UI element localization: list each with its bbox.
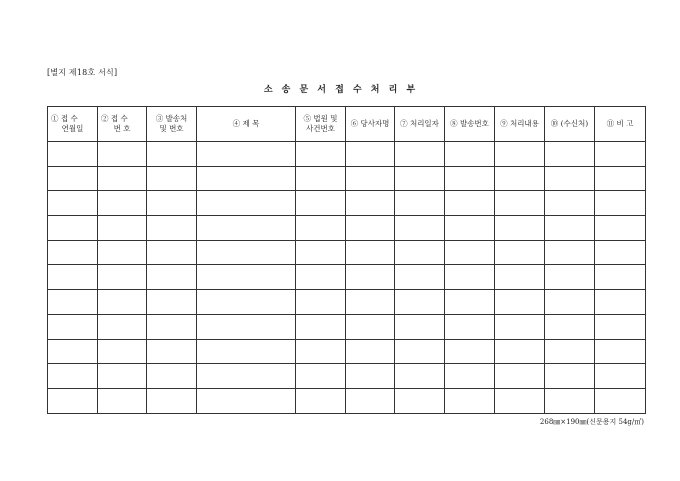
table-cell[interactable] <box>147 166 197 191</box>
table-cell[interactable] <box>495 339 545 364</box>
table-cell[interactable] <box>445 339 495 364</box>
table-cell[interactable] <box>545 314 595 339</box>
table-cell[interactable] <box>595 290 646 315</box>
table-cell[interactable] <box>545 339 595 364</box>
table-cell[interactable] <box>595 364 646 389</box>
table-cell[interactable] <box>98 216 147 241</box>
table-cell[interactable] <box>346 388 395 413</box>
table-cell[interactable] <box>296 314 346 339</box>
table-cell[interactable] <box>495 216 545 241</box>
table-cell[interactable] <box>197 142 296 167</box>
table-cell[interactable] <box>495 364 545 389</box>
table-cell[interactable] <box>147 388 197 413</box>
table-cell[interactable] <box>595 314 646 339</box>
table-cell[interactable] <box>48 216 98 241</box>
table-cell[interactable] <box>296 240 346 265</box>
table-cell[interactable] <box>445 388 495 413</box>
header-processing-details: ⑨ 처리내용 <box>495 107 545 142</box>
table-cell[interactable] <box>98 364 147 389</box>
table-cell[interactable] <box>147 314 197 339</box>
table-row <box>48 191 646 216</box>
table-cell[interactable] <box>48 364 98 389</box>
table-cell[interactable] <box>98 339 147 364</box>
table-cell[interactable] <box>395 314 445 339</box>
table-row <box>48 388 646 413</box>
table-cell[interactable] <box>495 191 545 216</box>
table-cell[interactable] <box>595 191 646 216</box>
header-received-number: ② 접 수 번 호 <box>98 107 147 142</box>
table-cell[interactable] <box>296 364 346 389</box>
table-cell[interactable] <box>445 142 495 167</box>
table-row <box>48 314 646 339</box>
table-cell[interactable] <box>98 314 147 339</box>
table-cell[interactable] <box>445 265 495 290</box>
table-cell[interactable] <box>395 265 445 290</box>
table-row <box>48 166 646 191</box>
table-cell[interactable] <box>98 265 147 290</box>
table-cell[interactable] <box>147 191 197 216</box>
table-cell[interactable] <box>395 216 445 241</box>
table-cell[interactable] <box>545 191 595 216</box>
table-cell[interactable] <box>545 142 595 167</box>
table-cell[interactable] <box>98 240 147 265</box>
header-sender-and-number: ③ 발송처 및 번호 <box>147 107 197 142</box>
table-row <box>48 240 646 265</box>
table-cell[interactable] <box>147 339 197 364</box>
header-dispatch-number: ⑧ 발송번호 <box>445 107 495 142</box>
table-cell[interactable] <box>545 166 595 191</box>
table-cell[interactable] <box>346 314 395 339</box>
table-cell[interactable] <box>595 388 646 413</box>
table-cell[interactable] <box>395 388 445 413</box>
table-cell[interactable] <box>595 142 646 167</box>
header-subject: ④ 제 목 <box>197 107 296 142</box>
table-cell[interactable] <box>48 290 98 315</box>
table-cell[interactable] <box>445 240 495 265</box>
table-cell[interactable] <box>445 191 495 216</box>
table-cell[interactable] <box>545 240 595 265</box>
table-cell[interactable] <box>595 265 646 290</box>
table-cell[interactable] <box>296 216 346 241</box>
table-cell[interactable] <box>595 339 646 364</box>
table-cell[interactable] <box>197 191 296 216</box>
table-cell[interactable] <box>495 314 545 339</box>
table-cell[interactable] <box>48 314 98 339</box>
table-cell[interactable] <box>296 166 346 191</box>
table-cell[interactable] <box>346 142 395 167</box>
table-cell[interactable] <box>346 166 395 191</box>
table-cell[interactable] <box>346 265 395 290</box>
table-cell[interactable] <box>595 216 646 241</box>
table-cell[interactable] <box>395 142 445 167</box>
paper-spec-note: 268㎜×190㎜(신문용지 54g/㎡) <box>539 418 644 426</box>
header-recipient: ⑩ (수신처) <box>545 107 595 142</box>
header-remarks: ⑪ 비 고 <box>595 107 646 142</box>
table-cell[interactable] <box>595 240 646 265</box>
register-table <box>47 106 646 414</box>
form-number-label: [별지 제18호 서식] <box>47 68 118 77</box>
table-cell[interactable] <box>48 339 98 364</box>
header-party-name: ⑥ 당사자명 <box>346 107 395 142</box>
table-cell[interactable] <box>346 191 395 216</box>
table-cell[interactable] <box>445 216 495 241</box>
table-cell[interactable] <box>395 166 445 191</box>
table-cell[interactable] <box>445 290 495 315</box>
table-cell[interactable] <box>197 388 296 413</box>
table-cell[interactable] <box>48 388 98 413</box>
table-cell[interactable] <box>545 290 595 315</box>
table-cell[interactable] <box>296 191 346 216</box>
table-cell[interactable] <box>296 290 346 315</box>
table-row <box>48 216 646 241</box>
table-cell[interactable] <box>197 364 296 389</box>
table-cell[interactable] <box>296 265 346 290</box>
table-cell[interactable] <box>495 142 545 167</box>
table-cell[interactable] <box>395 364 445 389</box>
table-row <box>48 290 646 315</box>
table-row <box>48 265 646 290</box>
table-row <box>48 142 646 167</box>
table-cell[interactable] <box>197 265 296 290</box>
table-cell[interactable] <box>147 142 197 167</box>
table-cell[interactable] <box>48 166 98 191</box>
table-cell[interactable] <box>495 290 545 315</box>
table-cell[interactable] <box>197 290 296 315</box>
table-cell[interactable] <box>445 364 495 389</box>
table-cell[interactable] <box>545 388 595 413</box>
table-cell[interactable] <box>197 314 296 339</box>
table-row <box>48 364 646 389</box>
table-cell[interactable] <box>147 265 197 290</box>
table-cell[interactable] <box>545 216 595 241</box>
table-cell[interactable] <box>296 339 346 364</box>
table-cell[interactable] <box>48 191 98 216</box>
table-cell[interactable] <box>147 290 197 315</box>
table-cell[interactable] <box>395 191 445 216</box>
table-cell[interactable] <box>98 166 147 191</box>
table-cell[interactable] <box>48 142 98 167</box>
table-cell[interactable] <box>545 265 595 290</box>
table-cell[interactable] <box>346 290 395 315</box>
table-cell[interactable] <box>147 216 197 241</box>
table-cell[interactable] <box>495 166 545 191</box>
header-received-date: ① 접 수 연월일 <box>48 107 98 142</box>
table-cell[interactable] <box>197 166 296 191</box>
table-cell[interactable] <box>197 216 296 241</box>
table-cell[interactable] <box>197 339 296 364</box>
table-cell[interactable] <box>48 240 98 265</box>
table-row <box>48 339 646 364</box>
table-cell[interactable] <box>595 166 646 191</box>
register-body <box>48 142 646 414</box>
table-cell[interactable] <box>495 265 545 290</box>
table-cell[interactable] <box>98 191 147 216</box>
table-cell[interactable] <box>495 388 545 413</box>
table-cell[interactable] <box>147 240 197 265</box>
form-title: 소 송 문 서 접 수 처 리 부 <box>263 85 417 95</box>
table-cell[interactable] <box>346 339 395 364</box>
table-cell[interactable] <box>346 216 395 241</box>
table-cell[interactable] <box>346 240 395 265</box>
table-cell[interactable] <box>395 339 445 364</box>
table-cell[interactable] <box>445 314 495 339</box>
table-cell[interactable] <box>395 240 445 265</box>
table-cell[interactable] <box>98 388 147 413</box>
header-row <box>48 107 646 142</box>
table-cell[interactable] <box>48 265 98 290</box>
table-cell[interactable] <box>197 240 296 265</box>
table-cell[interactable] <box>495 240 545 265</box>
table-cell[interactable] <box>98 142 147 167</box>
header-processing-date: ⑦ 처리일자 <box>395 107 445 142</box>
table-cell[interactable] <box>545 364 595 389</box>
table-cell[interactable] <box>98 290 147 315</box>
table-cell[interactable] <box>147 364 197 389</box>
table-cell[interactable] <box>296 142 346 167</box>
header-court-and-case-number: ⑤ 법원 및 사건번호 <box>296 107 346 142</box>
table-cell[interactable] <box>296 388 346 413</box>
table-cell[interactable] <box>445 166 495 191</box>
table-cell[interactable] <box>395 290 445 315</box>
table-cell[interactable] <box>346 364 395 389</box>
